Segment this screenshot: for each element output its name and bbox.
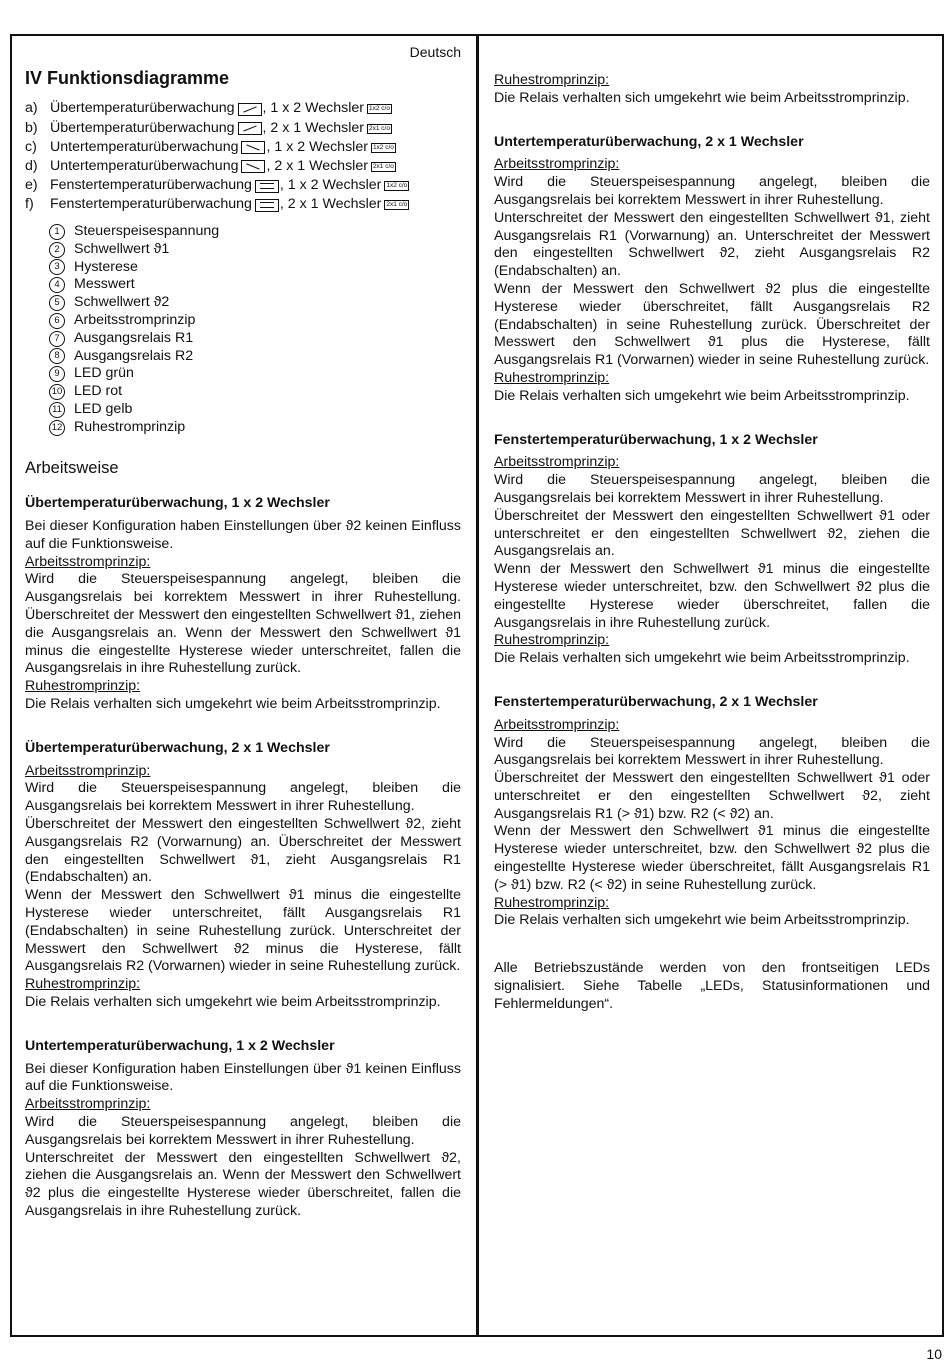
paragraph: Wird die Steuerspeisespannung angelegt, bleiben die Ausgangsrelais bei korrektem Messwert in ihrer Ruhestellung. bbox=[494, 734, 930, 769]
subsection-title: Untertemperaturüberwachung, 2 x 1 Wechsler bbox=[494, 133, 804, 150]
paragraph: Wird die Steuerspeisespannung angelegt, bleiben die Ausgangsrelais bei korrektem Messwert in ihrer Ruhestellung. bbox=[25, 780, 461, 815]
variant-item bbox=[25, 177, 461, 196]
variant-item bbox=[25, 138, 461, 157]
legend-number: 11 bbox=[49, 402, 65, 418]
paragraph: Unterschreitet der Messwert den eingestellten Schwellwert ϑ1, zieht Ausgangsrelais R1 (Vorwarnung) an. Unterschreitet der Messwert den eingestellten Schwellwert ϑ2, zieht Ausgangsrelais R2 (Endabschalten) an. bbox=[494, 209, 930, 280]
legend-number: 2 bbox=[49, 242, 65, 258]
paragraph: Die Relais verhalten sich umgekehrt wie beim Arbeitsstromprinzip. bbox=[25, 994, 441, 1010]
variant-suffix: , 2 x 1 Wechsler bbox=[279, 196, 382, 213]
legend-number: 9 bbox=[49, 366, 65, 382]
legend-item bbox=[49, 259, 461, 277]
paragraph: Wenn der Messwert den Schwellwert ϑ1 minus die eingestellte Hysterese wieder unterschreitet, fällt Ausgangsrelais R1 (Endabschalten) in seine Ruhestellung zurück. Unterschreitet der Messwert den Schwellwert ϑ2 minus die Hysterese, fällt Ausgangsrelais R2 (Vorwarnen) wieder in seine Ruhestellung zurück. bbox=[25, 887, 461, 975]
left-column bbox=[25, 44, 461, 1221]
section-under-2x1 bbox=[494, 134, 930, 406]
contact-badge: 1x2 c/o bbox=[372, 143, 394, 151]
over-temperature-icon bbox=[238, 103, 262, 116]
variant-suffix: , 1 x 2 Wechsler bbox=[279, 177, 382, 194]
legend-item bbox=[49, 312, 461, 330]
legend-label: LED grün bbox=[74, 365, 134, 382]
paragraph: Unterschreitet der Messwert den eingestellten Schwellwert ϑ2, ziehen die Ausgangsrelais an. Wenn der Messwert den Schwellwert ϑ2 plus die eingestellte Hysterese wieder überschreitet, fallen die Ausgangsrelais in ihre Ruhestellung zurück. bbox=[25, 1149, 461, 1219]
legend-label: Arbeitsstromprinzip bbox=[74, 311, 196, 328]
legend-item bbox=[49, 383, 461, 401]
subsection-title: Untertemperaturüberwachung, 1 x 2 Wechsler bbox=[25, 1037, 335, 1054]
legend-number: 8 bbox=[49, 348, 65, 364]
under-temperature-icon bbox=[241, 141, 265, 154]
contact-badge: 1x2 c/o bbox=[386, 182, 408, 190]
principle-label: Ruhestromprinzip: bbox=[494, 894, 610, 911]
section-over-1x2 bbox=[25, 495, 461, 714]
contact-badge: 2x1 c/o bbox=[386, 201, 408, 209]
over-temperature-icon bbox=[238, 122, 262, 135]
right-column bbox=[494, 72, 930, 1014]
legend-item bbox=[49, 276, 461, 294]
variant-letter: b) bbox=[25, 119, 38, 136]
principle-label: Arbeitsstromprinzip: bbox=[25, 1096, 151, 1113]
legend-label: Schwellwert ϑ2 bbox=[74, 294, 170, 311]
subsection-title: Fenstertemperaturüberwachung, 1 x 2 Wechsler bbox=[494, 431, 818, 448]
legend-number: 1 bbox=[49, 224, 65, 240]
variant-list bbox=[25, 100, 461, 215]
variant-item bbox=[25, 157, 461, 176]
principle-label: Ruhestromprinzip: bbox=[494, 369, 610, 386]
principle-label: Ruhestromprinzip: bbox=[25, 976, 141, 993]
principle-label: Ruhestromprinzip: bbox=[25, 678, 141, 695]
subsection-title: Übertemperaturüberwachung, 1 x 2 Wechsler bbox=[25, 495, 330, 512]
paragraph: Überschreitet der Messwert den eingestellten Schwellwert ϑ1 oder unterschreitet er den eingestellten Schwellwert ϑ2, zieht Ausgangsrelais R1 (> ϑ1) bzw. R2 (< ϑ2) an. bbox=[494, 770, 930, 822]
principle-label: Arbeitsstromprinzip: bbox=[494, 716, 620, 733]
variant-letter: d) bbox=[25, 158, 38, 175]
under-temperature-icon bbox=[241, 160, 265, 173]
legend-label: Hysterese bbox=[74, 258, 138, 275]
legend-number: 5 bbox=[49, 295, 65, 311]
legend-label: Steuerspeisespannung bbox=[74, 222, 220, 239]
variant-letter: c) bbox=[25, 138, 37, 155]
section-under-1x2 bbox=[25, 1038, 461, 1221]
paragraph: Die Relais verhalten sich umgekehrt wie beim Arbeitsstromprinzip. bbox=[494, 912, 910, 929]
section-window-2x1 bbox=[494, 694, 930, 930]
variant-label: Fenstertemperaturüberwachung bbox=[50, 177, 252, 194]
principle-label: Arbeitsstromprinzip: bbox=[494, 156, 620, 173]
column-divider bbox=[476, 34, 479, 1337]
intro-text: Bei dieser Konfiguration haben Einstellungen über ϑ2 keinen Einfluss auf die Funktionsweise. bbox=[25, 518, 461, 552]
legend-item bbox=[49, 401, 461, 419]
variant-suffix: , 1 x 2 Wechsler bbox=[262, 100, 364, 117]
variant-letter: e) bbox=[25, 177, 38, 194]
legend-number: 4 bbox=[49, 277, 65, 293]
legend-label: Messwert bbox=[74, 276, 135, 293]
variant-item bbox=[25, 119, 461, 138]
legend-label: LED rot bbox=[74, 383, 123, 400]
paragraph: Wenn der Messwert den Schwellwert ϑ2 plus die eingestellte Hysterese wieder überschreitet, fällt Ausgangsrelais R2 (Endabschalten) in seine Ruhestellung zurück. Überschreitet der Messwert den Schwellwert ϑ1 plus die Hysterese, fällt Ausgangsrelais R1 (Vorwarnen) wieder in seine Ruhestellung zurück. bbox=[494, 280, 930, 369]
variant-letter: a) bbox=[25, 100, 38, 117]
legend-item bbox=[49, 330, 461, 348]
closing-note: Alle Betriebszustände werden von den frontseitigen LEDs signalisiert. Siehe Tabelle „LEDs, Statusinformationen und Fehlermeldungen“. bbox=[494, 960, 930, 1012]
paragraph: Die Relais verhalten sich umgekehrt wie beim Arbeitsstromprinzip. bbox=[494, 89, 910, 106]
paragraph: Überschreitet der Messwert den eingestellten Schwellwert ϑ1 oder unterschreitet er den eingestellten Schwellwert ϑ2, ziehen die Ausgangsrelais an. bbox=[494, 507, 930, 560]
variant-letter: f) bbox=[25, 196, 34, 213]
paragraph: Überschreitet der Messwert den eingestellten Schwellwert ϑ2, zieht Ausgangsrelais R2 (Vorwarnung) an. Überschreitet der Messwert den eingestellten Schwellwert ϑ1, zieht Ausgangsrelais R1 (Endabschalten) an. bbox=[25, 816, 461, 886]
legend-label: LED gelb bbox=[74, 400, 133, 417]
principle-label: Ruhestromprinzip: bbox=[494, 72, 610, 88]
legend-item bbox=[49, 294, 461, 312]
legend-item bbox=[49, 223, 461, 241]
window-temperature-icon bbox=[255, 180, 279, 193]
paragraph: Wird die Steuerspeisespannung angelegt, bleiben die Ausgangsrelais bei korrektem Messwert in ihrer Ruhestellung. bbox=[494, 472, 930, 506]
legend-number: 6 bbox=[49, 313, 65, 329]
variant-label: Übertemperaturüberwachung bbox=[50, 119, 235, 136]
subsection-title: Übertemperaturüberwachung, 2 x 1 Wechsler bbox=[25, 739, 330, 756]
legend-label: Ausgangsrelais R2 bbox=[74, 347, 194, 364]
chapter-title: IV Funktionsdiagramme bbox=[25, 67, 230, 88]
paragraph: Die Relais verhalten sich umgekehrt wie beim Arbeitsstromprinzip. bbox=[25, 696, 441, 713]
legend-item bbox=[49, 419, 461, 437]
legend-number: 3 bbox=[49, 259, 65, 275]
legend-list bbox=[49, 223, 461, 437]
paragraph: Wenn der Messwert den Schwellwert ϑ1 minus die eingestellte Hysterese wieder unterschreitet, bzw. den Schwellwert ϑ2 plus die eingestellte Hysterese wieder überschreitet, fallen die Ausgangsrelais in ihre Ruhestellung zurück. bbox=[494, 561, 930, 631]
variant-item bbox=[25, 100, 461, 119]
paragraph: Wird die Steuerspeisespannung angelegt, bleiben die Ausgangsrelais bei korrektem Messwert in ihrer Ruhestellung. Überschreitet der Messwert den eingestellten Schwellwert ϑ1, ziehen die Ausgangsrelais an. Wenn der Messwert den Schwellwert ϑ1 minus die eingestellte Hysterese wieder unterschreitet, fallen die Ausgangsrelais in ihre Ruhestellung zurück. bbox=[25, 571, 461, 677]
variant-suffix: , 2 x 1 Wechsler bbox=[266, 158, 368, 175]
legend-number: 10 bbox=[49, 384, 65, 400]
contact-badge: 2x1 c/o bbox=[369, 124, 390, 132]
legend-number: 12 bbox=[49, 420, 65, 436]
variant-suffix: , 2 x 1 Wechsler bbox=[262, 119, 364, 136]
contact-badge: 2x1 c/o bbox=[372, 162, 394, 170]
paragraph: Die Relais verhalten sich umgekehrt wie beim Arbeitsstromprinzip. bbox=[494, 387, 910, 404]
contact-badge: 1x2 c/o bbox=[369, 105, 390, 113]
legend-number: 7 bbox=[49, 331, 65, 347]
page-number: 10 bbox=[926, 1346, 942, 1362]
legend-item bbox=[49, 365, 461, 383]
intro-text: Bei dieser Konfiguration haben Einstellungen über ϑ1 keinen Einfluss auf die Funktionsweise. bbox=[25, 1060, 461, 1095]
variant-label: Fenstertemperaturüberwachung bbox=[50, 196, 252, 213]
legend-label: Ausgangsrelais R1 bbox=[74, 329, 194, 346]
section-window-1x2 bbox=[494, 432, 930, 668]
variant-item bbox=[25, 196, 461, 215]
legend-item bbox=[49, 241, 461, 259]
principle-label: Arbeitsstromprinzip: bbox=[494, 454, 620, 471]
section-title: Arbeitsweise bbox=[25, 459, 119, 478]
variant-label: Untertemperaturüberwachung bbox=[50, 158, 239, 175]
variant-label: Übertemperaturüberwachung bbox=[50, 100, 235, 117]
legend-label: Schwellwert ϑ1 bbox=[74, 240, 170, 257]
principle-label: Ruhestromprinzip: bbox=[494, 632, 610, 649]
language-label: Deutsch bbox=[409, 44, 461, 60]
principle-label: Arbeitsstromprinzip: bbox=[25, 553, 151, 570]
variant-suffix: , 1 x 2 Wechsler bbox=[266, 138, 368, 155]
window-temperature-icon bbox=[255, 199, 279, 212]
principle-label: Arbeitsstromprinzip: bbox=[25, 762, 151, 779]
section-over-2x1 bbox=[25, 740, 461, 1012]
paragraph: Wird die Steuerspeisespannung angelegt, bleiben die Ausgangsrelais bei korrektem Messwert in ihrer Ruhestellung. bbox=[25, 1113, 461, 1148]
paragraph: Wird die Steuerspeisespannung angelegt, bleiben die Ausgangsrelais bei korrektem Messwert in ihrer Ruhestellung. bbox=[494, 174, 930, 208]
paragraph: Die Relais verhalten sich umgekehrt wie beim Arbeitsstromprinzip. bbox=[494, 650, 910, 667]
paragraph: Wenn der Messwert den Schwellwert ϑ1 minus die eingestellte Hysterese wieder unterschreitet, bzw. den Schwellwert ϑ2 plus die eingestellte Hysterese wieder überschreitet, fällt Ausgangsrelais R1 (> ϑ1) bzw. R2 (< ϑ2) in seine Ruhestellung zurück. bbox=[494, 823, 930, 893]
variant-label: Untertemperaturüberwachung bbox=[50, 138, 239, 155]
subsection-title: Fenstertemperaturüberwachung, 2 x 1 Wechsler bbox=[494, 693, 818, 710]
legend-label: Ruhestromprinzip bbox=[74, 418, 186, 435]
legend-item bbox=[49, 348, 461, 366]
